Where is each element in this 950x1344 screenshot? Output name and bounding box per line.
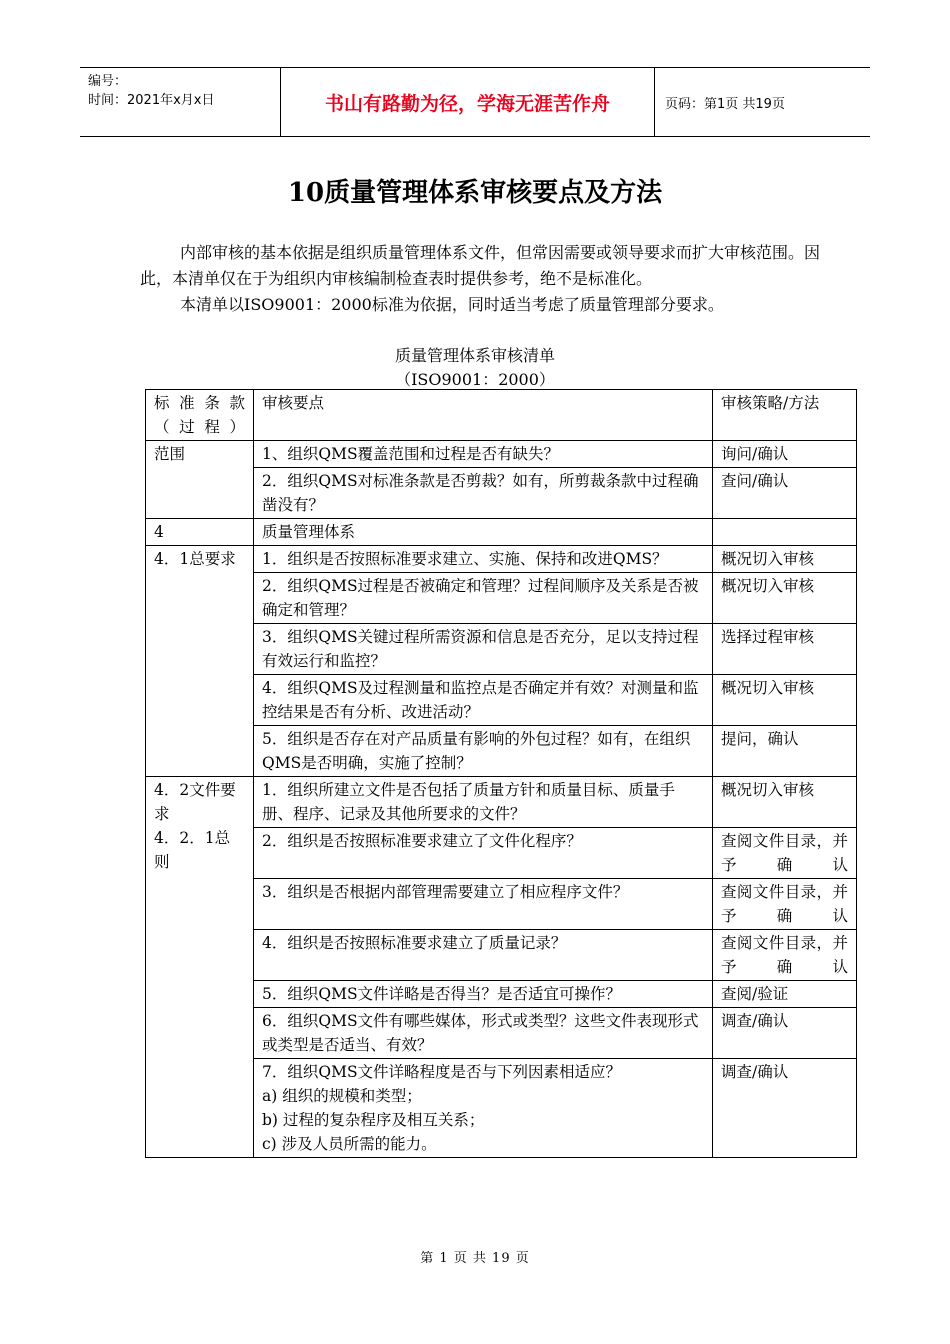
document-time-label: 时间：2021年x月x日 (88, 93, 215, 108)
table-row (146, 777, 857, 828)
audit-point-text: 7．组织QMS文件详略程度是否与下列因素相适应？ (262, 1063, 622, 1081)
sub-item-a: a) 组织的规模和类型； (262, 1087, 422, 1105)
audit-point-cell: 5．组织QMS文件详略是否得当？是否适宜可操作？ (254, 981, 713, 1008)
sub-item-c: c) 涉及人员所需的能力。 (262, 1135, 437, 1153)
method-cell: 概况切入审核 (713, 573, 857, 624)
clause-cell: 4 (146, 519, 254, 546)
header-page-number: 页码：第1页 共19页 (665, 96, 785, 112)
audit-point-cell: 1．组织是否按照标准要求建立、实施、保持和改进QMS？ (254, 546, 713, 573)
method-cell: 概况切入审核 (713, 675, 857, 726)
audit-point-cell: 1．组织所建立文件是否包括了质量方针和质量目标、质量手册、程序、记录及其他所要求的文件？ (254, 777, 713, 828)
method-cell: 查阅文件目录，并予确认 (713, 879, 857, 930)
method-cell: 查阅文件目录，并予确认 (713, 828, 857, 879)
clause-4-2-1: 4．2．1总则 (154, 829, 231, 871)
audit-checklist-table (145, 389, 857, 1158)
audit-point-cell: 质量管理体系 (254, 519, 713, 546)
sub-item-b: b) 过程的复杂程序及相互关系； (262, 1111, 485, 1129)
header-meta (80, 68, 281, 136)
table-header-row (146, 390, 857, 441)
intro-section (140, 240, 820, 318)
table-row (146, 441, 857, 468)
header-method: 审核策略/方法 (713, 390, 857, 441)
document-title: 10质量管理体系审核要点及方法 (287, 178, 663, 208)
method-cell: 询问/确认 (713, 441, 857, 468)
audit-point-cell: 2．组织QMS对标准条款是否剪裁？如有，所剪裁条款中过程确凿没有？ (254, 468, 713, 519)
table-subtitle: （ISO9001：2000） (395, 370, 555, 389)
clause-cell: 4．1总要求 (146, 546, 254, 777)
table-title: 质量管理体系审核清单 (394, 346, 555, 365)
clause-cell (146, 777, 254, 1158)
audit-point-cell: 4．组织是否按照标准要求建立了质量记录？ (254, 930, 713, 981)
table-row (146, 519, 857, 546)
intro-paragraph-2: 本清单以ISO9001：2000标准为依据，同时适当考虑了质量管理部分要求。 (180, 295, 724, 314)
method-cell: 查问/确认 (713, 468, 857, 519)
audit-point-cell: 2．组织QMS过程是否被确定和管理？过程间顺序及关系是否被确定和管理？ (254, 573, 713, 624)
intro-paragraph-1: 内部审核的基本依据是组织质量管理体系文件，但常因需要或领导要求而扩大审核范围。因此，本清单仅在于为组织内审核编制检查表时提供参考，绝不是标准化。 (140, 243, 821, 288)
method-cell: 查阅/验证 (713, 981, 857, 1008)
audit-point-cell: 2．组织是否按照标准要求建立了文件化程序？ (254, 828, 713, 879)
audit-point-cell: 6．组织QMS文件有哪些媒体，形式或类型？这些文件表现形式或类型是否适当、有效？ (254, 1008, 713, 1059)
clause-4-2: 4．2文件要求 (154, 781, 236, 823)
document-number-label: 编号： (88, 74, 128, 89)
audit-point-cell (254, 1059, 713, 1158)
method-cell: 概况切入审核 (713, 546, 857, 573)
header-clause: 标准条款（过程） (146, 390, 254, 441)
audit-point-cell: 4．组织QMS及过程测量和监控点是否确定并有效？对测量和监控结果是否有分析、改进活动？ (254, 675, 713, 726)
page-header (80, 67, 870, 137)
header-motto: 书山有路勤为径，学海无涯苦作舟 (281, 68, 655, 136)
audit-point-cell: 3．组织是否根据内部管理需要建立了相应程序文件？ (254, 879, 713, 930)
method-cell: 调查/确认 (713, 1008, 857, 1059)
audit-point-cell: 3．组织QMS关键过程所需资源和信息是否充分，足以支持过程有效运行和监控？ (254, 624, 713, 675)
table-row (146, 546, 857, 573)
method-cell: 提问，确认 (713, 726, 857, 777)
method-cell: 概况切入审核 (713, 777, 857, 828)
method-cell (713, 519, 857, 546)
method-cell: 选择过程审核 (713, 624, 857, 675)
audit-point-cell: 5．组织是否存在对产品质量有影响的外包过程？如有，在组织QMS是否明确，实施了控制？ (254, 726, 713, 777)
method-cell: 调查/确认 (713, 1059, 857, 1158)
clause-cell: 范围 (146, 441, 254, 519)
header-audit-point: 审核要点 (254, 390, 713, 441)
page-footer: 第 1 页 共 19 页 (420, 1251, 530, 1266)
audit-point-cell: 1、组织QMS覆盖范围和过程是否有缺失？ (254, 441, 713, 468)
method-cell: 查阅文件目录，并予确认 (713, 930, 857, 981)
